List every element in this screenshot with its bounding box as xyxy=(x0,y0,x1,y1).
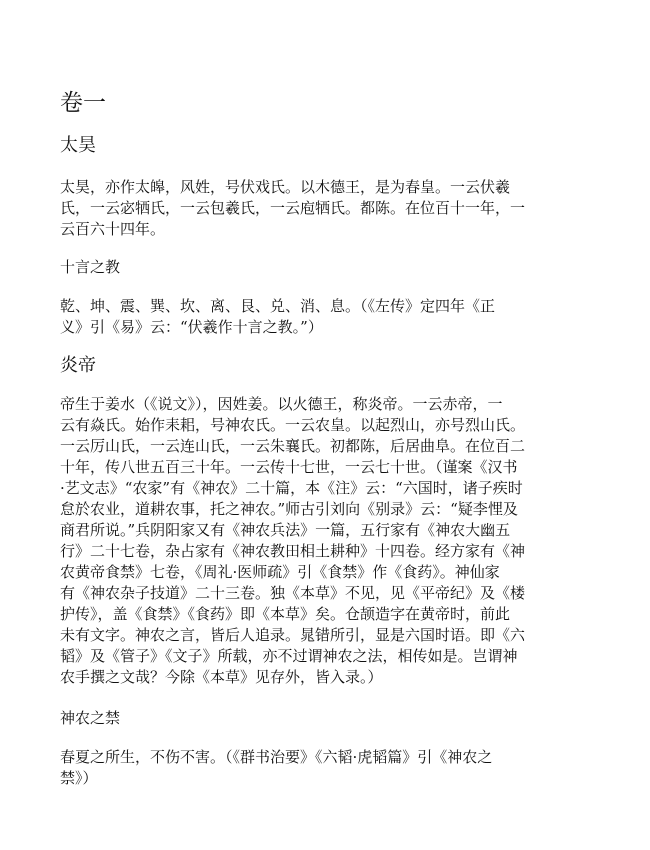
paragraph-line: 云有焱氏。始作耒耜，号神农氏。一云农皇。以起烈山，亦号烈山氏。 xyxy=(60,416,526,434)
paragraph-line: 帝生于姜水（《说文》），因姓姜。以火德王，称炎帝。一云赤帝，一 xyxy=(60,395,503,413)
paragraph-line: 韬》及《管子》《文子》所载，亦不过谓神农之法，相传如是。岂谓神 xyxy=(60,647,518,665)
paragraph-line: 十年，传八世五百三十年。一云传十七世，一云七十世。（谨案《汉书 xyxy=(60,458,518,476)
paragraph-line: 农黄帝食禁》七卷，《周礼·医师疏》引《食禁》作《食药》。神仙家 xyxy=(60,563,500,581)
section-heading-yandi: 炎帝 xyxy=(60,355,96,376)
paragraph-line: 春夏之所生，不伤不害。（《群书治要》《六韬·虎韬篇》引《神农之 xyxy=(60,748,493,766)
section-heading-shiyan: 十言之教 xyxy=(60,258,121,276)
paragraph-line: 太昊，亦作太皞，风姓，号伏戏氏。以木德王，是为春皇。一云伏羲 xyxy=(60,178,511,196)
paragraph-line: 未有文字。神农之言，皆后人追录。晁错所引，显是六国时语。即《六 xyxy=(60,626,526,644)
paragraph-line: 农手撰之文哉？今除《本草》见存外，皆入录。） xyxy=(60,668,383,686)
paragraph-line: 氏，一云宓牺氏，一云包羲氏，一云庖牺氏。都陈。在位百十一年，一 xyxy=(60,199,526,217)
section-heading-taihao: 太昊 xyxy=(60,135,96,156)
paragraph-line: 乾、坤、震、巽、坎、离、艮、兑、消、息。（《左传》定四年《正 xyxy=(60,297,496,315)
paragraph-line: 有《神农杂子技道》二十三卷。独《本草》不见，见《平帝纪》及《楼 xyxy=(60,584,526,602)
paragraph-line: 行》二十七卷，杂占家有《神农教田相土耕种》十四卷。经方家有《神 xyxy=(60,542,526,560)
paragraph-line: 商君所说。”兵阴阳家又有《神农兵法》一篇，五行家有《神农大幽五 xyxy=(60,521,511,539)
paragraph-line: 义》引《易》云：“伏羲作十言之教。”） xyxy=(60,318,323,336)
section-heading-shennong-jin: 神农之禁 xyxy=(60,709,121,727)
paragraph-line: 禁》） xyxy=(60,769,98,787)
paragraph-line: 一云厉山氏，一云连山氏，一云朱襄氏。初都陈，后居曲阜。在位百二 xyxy=(60,437,526,455)
paragraph-line: ·艺文志》“农家”有《神农》二十篇，本《注》云：“六国时，诸子疾时 xyxy=(60,479,523,497)
volume-title: 卷一 xyxy=(60,90,106,116)
paragraph-line: 怠於农业，道耕农事，托之神农。”师古引刘向《别录》云：“疑李悝及 xyxy=(60,500,518,518)
paragraph-line: 护传》，盖《食禁》《食药》即《本草》矣。仓颉造字在黄帝时，前此 xyxy=(60,605,511,623)
paragraph-line: 云百六十四年。 xyxy=(60,220,166,238)
